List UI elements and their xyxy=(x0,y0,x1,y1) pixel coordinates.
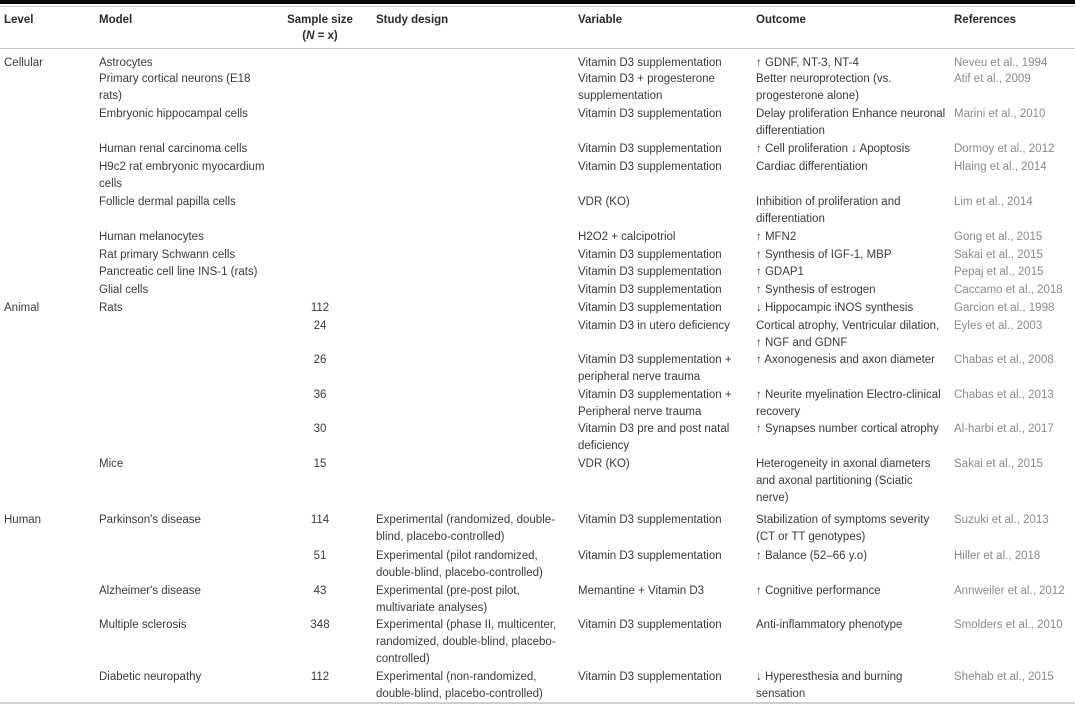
variable-cell: Vitamin D3 supplementation xyxy=(578,57,722,69)
column-header-model: Model xyxy=(99,14,133,26)
reference-cell: Lim et al., 2014 xyxy=(954,196,1033,208)
outcome-cell: ↑ Cognitive performance xyxy=(756,585,881,597)
variable-cell: Vitamin D3 supplementation xyxy=(578,108,722,120)
reference-cell: Atif et al., 2009 xyxy=(954,73,1031,85)
variable-cell: Vitamin D3 + progesterone supplementation xyxy=(578,73,715,102)
model-cell: Mice xyxy=(99,458,124,470)
model-cell: Diabetic neuropathy xyxy=(99,671,202,683)
reference-cell: Smolders et al., 2010 xyxy=(954,619,1063,631)
variable-cell: Vitamin D3 supplementation xyxy=(578,161,722,173)
sample-size-open-paren: ( xyxy=(302,30,307,42)
reference-cell: Chabas et al., 2008 xyxy=(954,354,1054,366)
reference-cell: Hlaing et al., 2014 xyxy=(954,161,1047,173)
outcome-cell: Better neuroprotection (vs. progesterone alone) xyxy=(756,73,892,102)
model-cell: Rats xyxy=(99,302,123,314)
reference-cell: Al-harbi et al., 2017 xyxy=(954,423,1054,435)
variable-cell: Vitamin D3 supplementation xyxy=(578,514,722,526)
outcome-cell: ↑ Synthesis of estrogen xyxy=(756,284,876,296)
study-design-cell: Experimental (pre-post pilot, multivariate analyses) xyxy=(376,585,520,614)
model-cell: Astrocytes xyxy=(99,57,153,69)
reference-cell: Garcion et al., 1998 xyxy=(954,302,1055,314)
column-header-outcome: Outcome xyxy=(756,14,806,26)
sample-size-cell: 348 xyxy=(310,619,330,631)
model-cell: Glial cells xyxy=(99,284,149,296)
sample-size-cell: 15 xyxy=(313,458,327,470)
sample-size-line1: Sample size xyxy=(287,14,353,26)
outcome-cell: ↑ Balance (52–66 y.o) xyxy=(756,550,868,562)
reference-cell: Sakai et al., 2015 xyxy=(954,458,1043,470)
sample-size-cell: 51 xyxy=(313,550,327,562)
outcome-cell: ↑ GDAP1 xyxy=(756,266,804,278)
variable-cell: Vitamin D3 supplementation + peripheral nerve trauma xyxy=(578,354,732,383)
sample-size-cell: 43 xyxy=(313,585,327,597)
level-animal: Animal xyxy=(4,302,40,314)
outcome-cell: ↑ GDNF, NT-3, NT-4 xyxy=(756,57,859,69)
outcome-cell: ↑ Synthesis of IGF-1, MBP xyxy=(756,249,892,261)
outcome-cell: ↑ Neurite myelination Electro-clinical recovery xyxy=(756,389,941,418)
header-bottom-rule xyxy=(0,48,1075,49)
reference-cell: Dormoy et al., 2012 xyxy=(954,143,1055,155)
reference-cell: Sakai et al., 2015 xyxy=(954,249,1043,261)
reference-cell: Marini et al., 2010 xyxy=(954,108,1046,120)
variable-cell: H2O2 + calcipotriol xyxy=(578,231,676,243)
outcome-cell: ↑ Cell proliferation ↓ Apoptosis xyxy=(756,143,911,155)
variable-cell: VDR (KO) xyxy=(578,458,630,470)
sample-size-cell: 112 xyxy=(310,671,330,683)
column-header-level: Level xyxy=(4,14,34,26)
outcome-cell: Delay proliferation Enhance neuronal differentiation xyxy=(756,108,946,137)
sample-size-n: N xyxy=(306,30,315,42)
outcome-cell: Anti-inflammatory phenotype xyxy=(756,619,903,631)
header-top-rule xyxy=(0,6,1075,7)
sample-size-cell: 112 xyxy=(310,302,330,314)
variable-cell: Vitamin D3 pre and post natal deficiency xyxy=(578,423,730,452)
sample-size-rest: = x) xyxy=(314,30,338,42)
outcome-cell: Heterogeneity in axonal diameters and axonal partitioning (Sciatic nerve) xyxy=(756,458,931,504)
model-cell: Human melanocytes xyxy=(99,231,204,243)
sample-size-cell: 26 xyxy=(313,354,327,366)
variable-cell: Vitamin D3 supplementation xyxy=(578,249,722,261)
outcome-cell: ↑ MFN2 xyxy=(756,231,797,243)
variable-cell: Memantine + Vitamin D3 xyxy=(578,585,705,597)
variable-cell: Vitamin D3 supplementation xyxy=(578,284,722,296)
outcome-cell: ↑ Synapses number cortical atrophy xyxy=(756,423,939,435)
outcome-cell: Cortical atrophy, Ventricular dilation, ↑ NGF and GDNF xyxy=(756,320,940,349)
variable-cell: Vitamin D3 supplementation xyxy=(578,302,722,314)
variable-cell: Vitamin D3 supplementation xyxy=(578,550,722,562)
reference-cell: Suzuki et al., 2013 xyxy=(954,514,1049,526)
variable-cell: Vitamin D3 supplementation + Peripheral nerve trauma xyxy=(578,389,732,418)
top-border xyxy=(0,0,1075,4)
column-header-sample-size xyxy=(270,12,370,44)
reference-cell: Eyles et al., 2003 xyxy=(954,320,1043,332)
outcome-cell: ↑ Axonogenesis and axon diameter xyxy=(756,354,936,366)
column-header-references: References xyxy=(954,14,1017,26)
model-cell: Human renal carcinoma cells xyxy=(99,143,248,155)
reference-cell: Neveu et al., 1994 xyxy=(954,57,1048,69)
model-cell: Pancreatic cell line INS-1 (rats) xyxy=(99,266,258,278)
variable-cell: VDR (KO) xyxy=(578,196,630,208)
study-design-cell: Experimental (non-randomized, double-blind, placebo-controlled) xyxy=(376,671,543,700)
level-human: Human xyxy=(4,514,42,526)
model-cell: Alzheimer's disease xyxy=(99,585,201,597)
reference-cell: Caccamo et al., 2018 xyxy=(954,284,1063,296)
outcome-cell: ↓ Hyperesthesia and burning sensation xyxy=(756,671,903,700)
outcome-cell: ↓ Hippocampic iNOS synthesis xyxy=(756,302,914,314)
column-header-variable: Variable xyxy=(578,14,623,26)
model-cell: Rat primary Schwann cells xyxy=(99,249,236,261)
model-cell: Embryonic hippocampal cells xyxy=(99,108,248,120)
reference-cell: Pepaj et al., 2015 xyxy=(954,266,1044,278)
outcome-cell: Inhibition of proliferation and differentiation xyxy=(756,196,901,225)
variable-cell: Vitamin D3 supplementation xyxy=(578,671,722,683)
sample-size-cell: 114 xyxy=(310,514,330,526)
sample-size-cell: 30 xyxy=(313,423,327,435)
outcome-cell: Cardiac differentiation xyxy=(756,161,868,173)
variable-cell: Vitamin D3 supplementation xyxy=(578,619,722,631)
sample-size-cell: 24 xyxy=(313,320,327,332)
reference-cell: Chabas et al., 2013 xyxy=(954,389,1054,401)
model-cell: Primary cortical neurons (E18 rats) xyxy=(99,73,251,102)
variable-cell: Vitamin D3 supplementation xyxy=(578,143,722,155)
study-design-cell: Experimental (pilot randomized, double-blind, placebo-controlled) xyxy=(376,550,543,579)
reference-cell: Gong et al., 2015 xyxy=(954,231,1043,243)
column-header-study-design: Study design xyxy=(376,14,449,26)
model-cell: Parkinson's disease xyxy=(99,514,201,526)
reference-cell: Shehab et al., 2015 xyxy=(954,671,1054,683)
variable-cell: Vitamin D3 in utero deficiency xyxy=(578,320,730,332)
sample-size-line2 xyxy=(270,28,370,44)
study-design-cell: Experimental (randomized, double-blind, placebo-controlled) xyxy=(376,514,555,543)
study-design-cell: Experimental (phase II, multicenter, randomized, double-blind, placebo-controlled) xyxy=(376,619,557,665)
model-cell: H9c2 rat embryonic myocardium cells xyxy=(99,161,265,190)
level-cellular: Cellular xyxy=(4,57,43,69)
variable-cell: Vitamin D3 supplementation xyxy=(578,266,722,278)
table-bottom-rule xyxy=(0,702,1075,704)
outcome-cell: Stabilization of symptoms severity (CT or TT genotypes) xyxy=(756,514,930,543)
model-cell: Multiple sclerosis xyxy=(99,619,187,631)
model-cell: Follicle dermal papilla cells xyxy=(99,196,236,208)
reference-cell: Annweiler et al., 2012 xyxy=(954,585,1065,597)
sample-size-cell: 36 xyxy=(313,389,327,401)
reference-cell: Hiller et al., 2018 xyxy=(954,550,1041,562)
